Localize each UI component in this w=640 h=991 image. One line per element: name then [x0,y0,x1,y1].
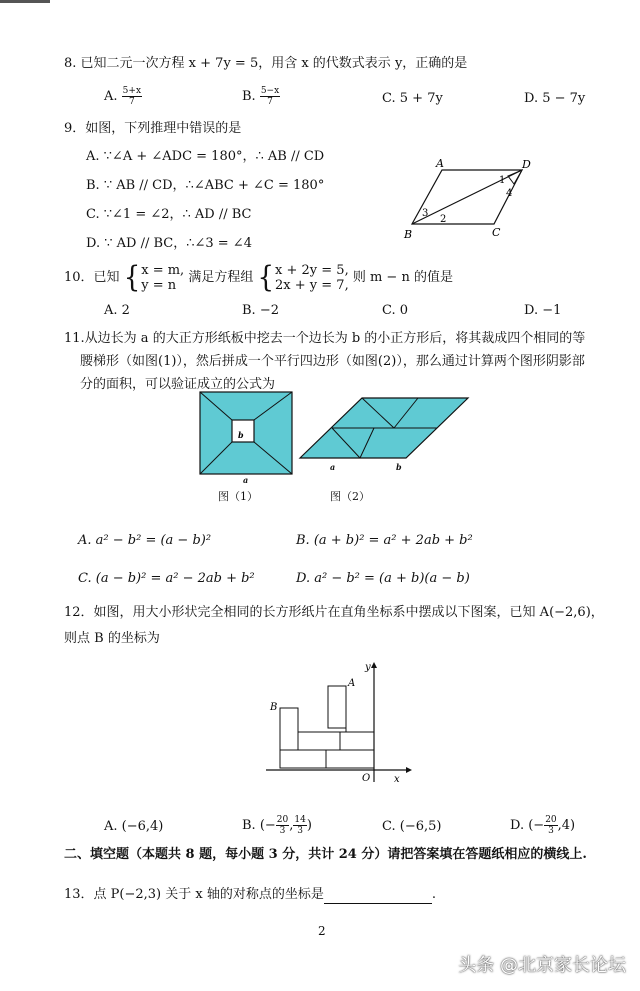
q10-brace-1: { [123,261,141,294]
q12-option-b: B. (− $\frac{20}{3}$ , $\frac{14}{3}$ ) [242,815,312,836]
rect-middle-horizontal [298,732,340,750]
question-10-stem: 10．已知 {x = m, y = n 满足方程组 {x + 2y = 5, 2x + y = 7, 则 m − n 的值是 [64,261,453,294]
q12-option-d: D. (− $\frac{20}{3}$ ,4) [510,815,576,836]
q10-option-b: B. −2 [242,303,279,318]
label-c: C [492,226,501,239]
rect-a-vertical [328,686,346,728]
watermark: 头条 @北京家长论坛 [458,955,626,976]
angle-3: 3 [422,208,429,219]
q9-option-d: D. ∵ AD // BC，∴∠3 = ∠4 [86,236,252,251]
label-a: A [436,157,444,170]
page-number: 2 [318,924,326,938]
fig2-label-b: b [396,462,402,472]
question-8-stem: 8. 已知二元一次方程 x + 7y = 5，用含 x 的代数式表示 y，正确的是 [64,56,468,71]
angle-2: 2 [440,214,447,225]
q9-option-b: B. ∵ AB // CD，∴∠ABC + ∠C = 180° [86,178,325,193]
label-b: B [404,228,413,241]
label-d: D [522,158,531,171]
x-axis-arrow [406,767,412,773]
angle-marks-d [508,170,522,184]
question-9-stem: 9．如图，下列推理中错误的是 [64,121,242,136]
q12-coordinate-figure [262,660,412,784]
rect-bottom-right [326,750,374,768]
fig1-caption: 图（1） [218,490,258,503]
q10-brace-2: { [257,261,275,294]
q12-option-a: A. (−6,4) [104,819,164,834]
q10-option-c: C. 0 [382,303,409,318]
q11-option-a: A. a² − b² = (a − b)² [78,533,212,548]
label-o: O [362,773,371,784]
q9-parallelogram-figure [396,156,536,242]
q10-option-a: A. 2 [104,303,130,318]
question-12-line-1: 12．如图，用大小形状完全相同的长方形纸片在直角坐标系中摆成以下图案，已知 A(−2,6)， [64,605,604,620]
question-11-line-2: 腰梯形（如图(1)），然后拼成一个平行四边形（如图(2)），那么通过计算两个图形阴影部 [80,354,585,369]
q8-option-b: B. $\frac{5-x}{7}$ [242,86,280,107]
rect-b-vertical [280,708,298,750]
q10-option-d: D. −1 [524,303,562,318]
angle-1: 1 [499,175,506,186]
top-rule [0,0,50,3]
angle-4: 4 [506,188,513,199]
q8-option-b-fraction: $\frac{5-x}{7}$ [260,86,280,107]
q8-option-c: C. 5 + 7y [382,91,443,106]
q10-system-1: x = m, y = n [141,262,185,293]
q12-option-c: C. (−6,5) [382,819,442,834]
q11-option-b: B. (a + b)² = a² + 2ab + b² [296,533,473,548]
q13-answer-blank [324,889,432,904]
fig1-label-a: a [243,475,249,485]
q8-option-d: D. 5 − 7y [524,91,586,106]
y-axis-arrow [371,662,377,668]
label-y: y [365,662,371,673]
rect-bottom-left [280,750,326,768]
q8-option-a: A. $\frac{5+x}{7}$ [104,86,142,107]
q11-option-c: C. (a − b)² = a² − 2ab + b² [78,571,255,586]
q10-system-2: x + 2y = 5, 2x + y = 7, [275,262,349,293]
question-11-line-3: 分的面积，可以验证成立的公式为 [80,377,276,392]
label-a: A [348,678,356,689]
label-b: B [270,702,278,713]
question-12-line-2: 则点 B 的坐标为 [64,631,160,646]
q11-option-d: D. a² − b² = (a + b)(a − b) [296,571,470,586]
section-2-heading: 二、填空题（本题共 8 题，每小题 3 分，共计 24 分）请把答案填在答题纸相应的横线上. [64,847,587,862]
question-13: 13．点 P(−2,3) 关于 x 轴的对称点的坐标是 . [64,887,437,902]
fig2-label-a: a [330,462,336,472]
q9-option-c: C. ∵∠1 = ∠2，∴ AD // BC [86,207,252,222]
label-x: x [394,774,400,784]
q11-figure-2-parallelogram [298,396,470,466]
question-11-line-1: 11.从边长为 a 的大正方形纸板中挖去一个边长为 b 的小正方形后，将其裁成四个相同的等 [64,331,586,346]
q11-figure-1-square [198,390,294,480]
fig2-caption: 图（2） [330,490,370,503]
q9-option-a: A. ∵∠A + ∠ADC = 180°，∴ AB // CD [86,149,325,164]
fig1-label-b: b [238,430,244,440]
q8-option-a-fraction: $\frac{5+x}{7}$ [122,86,142,107]
